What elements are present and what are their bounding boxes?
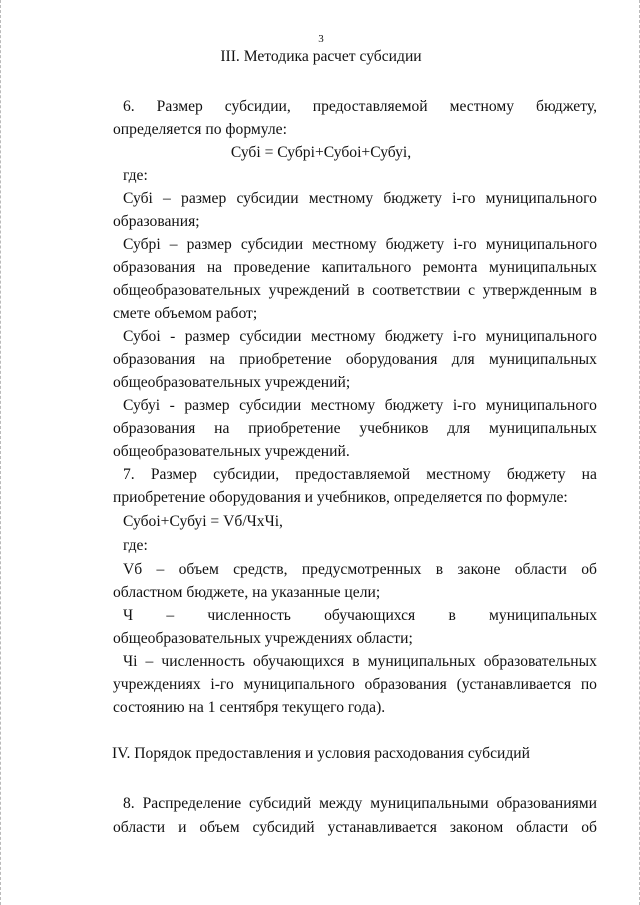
word: образовательных — [483, 653, 597, 670]
def-subri-line-4: смете объемом работ; — [113, 305, 258, 322]
word: муниципального — [485, 236, 597, 253]
def-suboi-line-2 — [113, 351, 597, 369]
word: для — [447, 420, 471, 437]
word: размер — [184, 397, 230, 414]
word: (устанавливается — [456, 676, 572, 693]
def-ch-line-1 — [123, 607, 597, 625]
word: субсидий — [249, 795, 312, 812]
word: численность — [161, 653, 245, 670]
word: в — [357, 282, 365, 299]
paragraph-8-line-2 — [113, 819, 597, 837]
word: предусмотренных — [301, 561, 422, 578]
word: учреждений — [268, 282, 350, 299]
word: области — [514, 561, 567, 578]
word: субсидий — [252, 819, 315, 836]
word: в — [589, 282, 597, 299]
def-subui-line-2 — [113, 420, 597, 438]
word: обучающихся — [324, 607, 416, 624]
word: муниципальными — [370, 795, 489, 812]
word: общеобразовательных — [113, 282, 261, 299]
word: об — [581, 561, 597, 578]
word: муниципальных — [489, 259, 597, 276]
word: между — [319, 795, 363, 812]
paragraph-7-line-2: приобретение оборудования и учебников, определяется по формуле: — [113, 489, 568, 506]
def-subri-line-2 — [113, 259, 597, 277]
word: обучающихся — [253, 653, 345, 670]
word: субсидии, — [224, 98, 291, 115]
paragraph-6-line-1 — [123, 98, 597, 116]
word: Чі — [123, 653, 138, 670]
word: утвержденным — [482, 282, 582, 299]
word: Размер — [150, 466, 197, 483]
word: объем — [178, 561, 219, 578]
word: муниципальных — [488, 351, 597, 368]
formula-2: Субоі+Субуі = Vб/ЧхЧі, — [123, 513, 283, 530]
word: 8. — [123, 795, 135, 812]
word: проведение — [233, 259, 311, 276]
word: местному — [426, 466, 491, 483]
word: для — [451, 351, 475, 368]
word: субсидии — [236, 190, 299, 207]
page-number: 3 — [318, 33, 324, 45]
word: бюджету — [506, 466, 566, 483]
word: образования — [113, 351, 196, 368]
def-subi-line-1 — [123, 190, 597, 208]
word: і-го — [452, 328, 477, 345]
word: – — [156, 561, 165, 578]
word: объем — [199, 819, 240, 836]
def-subui-line-3: общеобразовательных учреждений. — [113, 443, 350, 460]
word: Субуі — [123, 397, 161, 414]
word: образования — [113, 420, 196, 437]
def-suboi-line-1 — [123, 328, 597, 346]
def-chi-line-2 — [113, 676, 597, 694]
word: предоставляемой — [295, 466, 411, 483]
word: по — [580, 676, 597, 693]
word: субсидии, — [213, 466, 280, 483]
where-label-1: где: — [123, 167, 148, 184]
word: муниципальных — [489, 607, 597, 624]
word: муниципального — [485, 397, 597, 414]
word: устанавливается — [327, 819, 437, 836]
where-label-2: где: — [123, 537, 148, 554]
word: і-го — [453, 236, 477, 253]
def-subi-line-2: образования; — [113, 213, 200, 230]
word: размер — [184, 328, 230, 345]
word: 7. — [123, 466, 135, 483]
word: предоставляемой — [312, 98, 428, 115]
word: на — [206, 259, 223, 276]
word: размер — [181, 190, 227, 207]
word: – — [145, 653, 154, 670]
word: Субоі — [123, 328, 161, 345]
word: - — [170, 328, 176, 345]
word: Субі — [123, 190, 153, 207]
def-suboi-line-3: общеобразовательных учреждений; — [113, 374, 351, 391]
word: на — [581, 466, 597, 483]
word: в — [435, 561, 444, 578]
word: и — [178, 819, 187, 836]
word: - — [169, 397, 175, 414]
word: капитального — [321, 259, 412, 276]
word: субсидии — [239, 397, 302, 414]
word: муниципального — [485, 328, 597, 345]
word: на — [209, 351, 225, 368]
section-4-title: IV. Порядок предоставления и условия расходования субсидий — [112, 745, 530, 762]
def-vb-line-1 — [123, 561, 597, 579]
word: в — [448, 607, 456, 624]
def-ch-line-2: общеобразовательных учреждениях области; — [113, 630, 413, 647]
word: с — [468, 282, 475, 299]
def-chi-line-3: состоянию на 1 сентября текущего года). — [113, 699, 386, 716]
word: законом — [449, 819, 504, 836]
paragraph-8-line-1 — [123, 795, 597, 813]
word: – — [163, 190, 171, 207]
word: – — [166, 607, 175, 624]
word: і-го — [210, 676, 234, 693]
word: области — [113, 819, 166, 836]
word: субсидии — [239, 328, 302, 345]
word: размер — [186, 236, 232, 253]
paragraph-6-line-2: определяется по формуле: — [113, 121, 287, 138]
def-vb-line-2: областном бюджете, на указанные цели; — [113, 584, 381, 601]
word: муниципальных — [489, 420, 597, 437]
word: об — [581, 819, 597, 836]
word: законе — [457, 561, 501, 578]
word: местному — [308, 190, 374, 207]
word: бюджету — [384, 328, 444, 345]
word: муниципальных — [367, 653, 476, 670]
word: Распределение — [142, 795, 242, 812]
def-subui-line-1 — [123, 397, 597, 415]
def-subri-line-3 — [113, 282, 597, 300]
word: муниципального — [243, 676, 355, 693]
paragraph-7-line-1 — [123, 466, 597, 484]
word: области — [516, 819, 569, 836]
word: образования — [113, 259, 196, 276]
word: бюджету, — [536, 98, 597, 115]
word: і-го — [452, 397, 477, 414]
word: образованиями — [496, 795, 597, 812]
word: субсидии — [240, 236, 304, 253]
word: і-го — [452, 190, 476, 207]
word: средств, — [233, 561, 288, 578]
word: учебников — [359, 420, 429, 437]
section-3-title: III. Методика расчет субсидии — [220, 48, 422, 65]
word: на — [214, 420, 230, 437]
word: образования — [364, 676, 447, 693]
word: Vб — [123, 561, 143, 578]
word: численность — [207, 607, 291, 624]
word: – — [169, 236, 178, 253]
word: приобретение — [239, 351, 332, 368]
def-subri-line-1 — [123, 236, 597, 254]
word: соответствии — [372, 282, 461, 299]
word: учреждениях — [113, 676, 201, 693]
word: в — [352, 653, 360, 670]
word: оборудования — [345, 351, 438, 368]
word: местному — [310, 397, 376, 414]
word: местному — [312, 236, 377, 253]
word: бюджету — [383, 190, 442, 207]
word: местному — [449, 98, 515, 115]
word: ремонта — [422, 259, 478, 276]
word: бюджету — [385, 236, 445, 253]
word: Ч — [123, 607, 134, 624]
word: муниципального — [485, 190, 597, 207]
word: Размер — [156, 98, 203, 115]
word: 6. — [123, 98, 135, 115]
word: бюджету — [384, 397, 444, 414]
word: приобретение — [248, 420, 341, 437]
def-chi-line-1 — [123, 653, 597, 671]
word: местному — [310, 328, 376, 345]
formula-1: Субі = Субрі+Субоі+Субуі, — [230, 144, 412, 161]
word: Субрі — [123, 236, 161, 253]
